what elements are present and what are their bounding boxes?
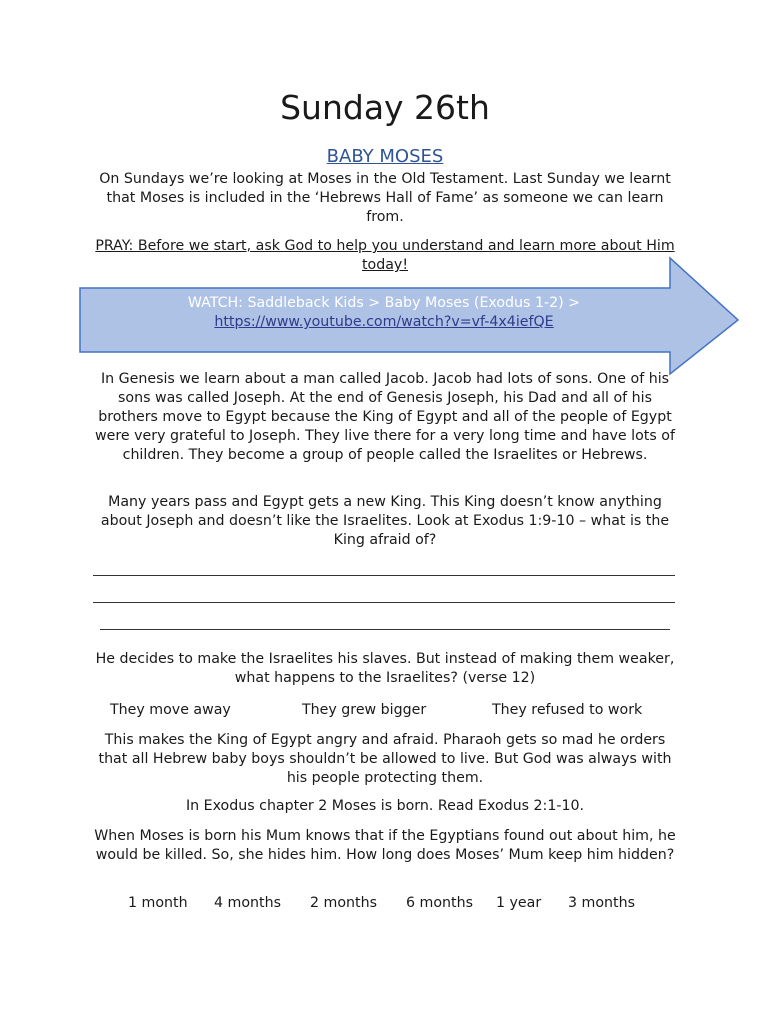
answer-option[interactable]: 4 months (214, 895, 281, 911)
page-title: Sunday 26th (280, 88, 490, 127)
watch-label: WATCH: Saddleback Kids > Baby Moses (Exodus 1-2) > (187, 295, 581, 311)
pray-instruction: PRAY: Before we start, ask God to help you understand and learn more about Him today! (95, 238, 675, 273)
section-heading: BABY MOSES (326, 146, 444, 167)
answer-option[interactable]: 1 month (128, 895, 188, 911)
answer-option[interactable]: 3 months (568, 895, 635, 911)
answer-option[interactable]: They refused to work (492, 702, 643, 718)
story-paragraph-pharaoh: This makes the King of Egypt angry and afraid. Pharaoh gets so mad he orders that all Hebrew baby boys shouldn’t be allowed to live. But God was always with his people protecting them. (98, 732, 672, 786)
intro-paragraph: On Sundays we’re looking at Moses in the Old Testament. Last Sunday we learnt that Moses is included in the ‘Hebrews Hall of Fame’ as someone we can learn from. (99, 171, 671, 225)
answer-option[interactable]: They move away (110, 702, 231, 718)
watch-text (78, 294, 690, 332)
story-paragraph-new-king: Many years pass and Egypt gets a new King. This King doesn’t know anything about Joseph and doesn’t like the Israelites. Look at Exodus 1:9-10 – what is the King afraid of? (100, 494, 670, 548)
answer-option[interactable]: They grew bigger (302, 702, 427, 718)
answer-option[interactable]: 6 months (406, 895, 473, 911)
reading-instruction: In Exodus chapter 2 Moses is born. Read Exodus 2:1-10. (185, 798, 585, 814)
question-slaves: He decides to make the Israelites his slaves. But instead of making them weaker, what happens to the Israelites? (verse 12) (95, 651, 675, 686)
answer-option[interactable]: 1 year (496, 895, 542, 911)
answer-line[interactable] (93, 575, 675, 576)
watch-arrow-banner (78, 256, 742, 376)
answer-line[interactable] (93, 602, 675, 603)
video-link[interactable]: https://www.youtube.com/watch?v=vf-4x4iefQE (214, 314, 554, 330)
question-hidden: When Moses is born his Mum knows that if the Egyptians found out about him, he would be killed. So, she hides him. How long does Moses’ Mum keep him hidden? (94, 828, 676, 863)
story-paragraph-genesis: In Genesis we learn about a man called Jacob. Jacob had lots of sons. One of his sons was called Joseph. At the end of Genesis Joseph, his Dad and all of his brothers move to Egypt because the King of Egypt and all of the people of Egypt were very grateful to Joseph. They live there for a very long time and have lots of children. They become a group of people called the Israelites or Hebrews. (95, 371, 675, 463)
answer-line[interactable] (100, 629, 670, 630)
answer-option[interactable]: 2 months (310, 895, 377, 911)
